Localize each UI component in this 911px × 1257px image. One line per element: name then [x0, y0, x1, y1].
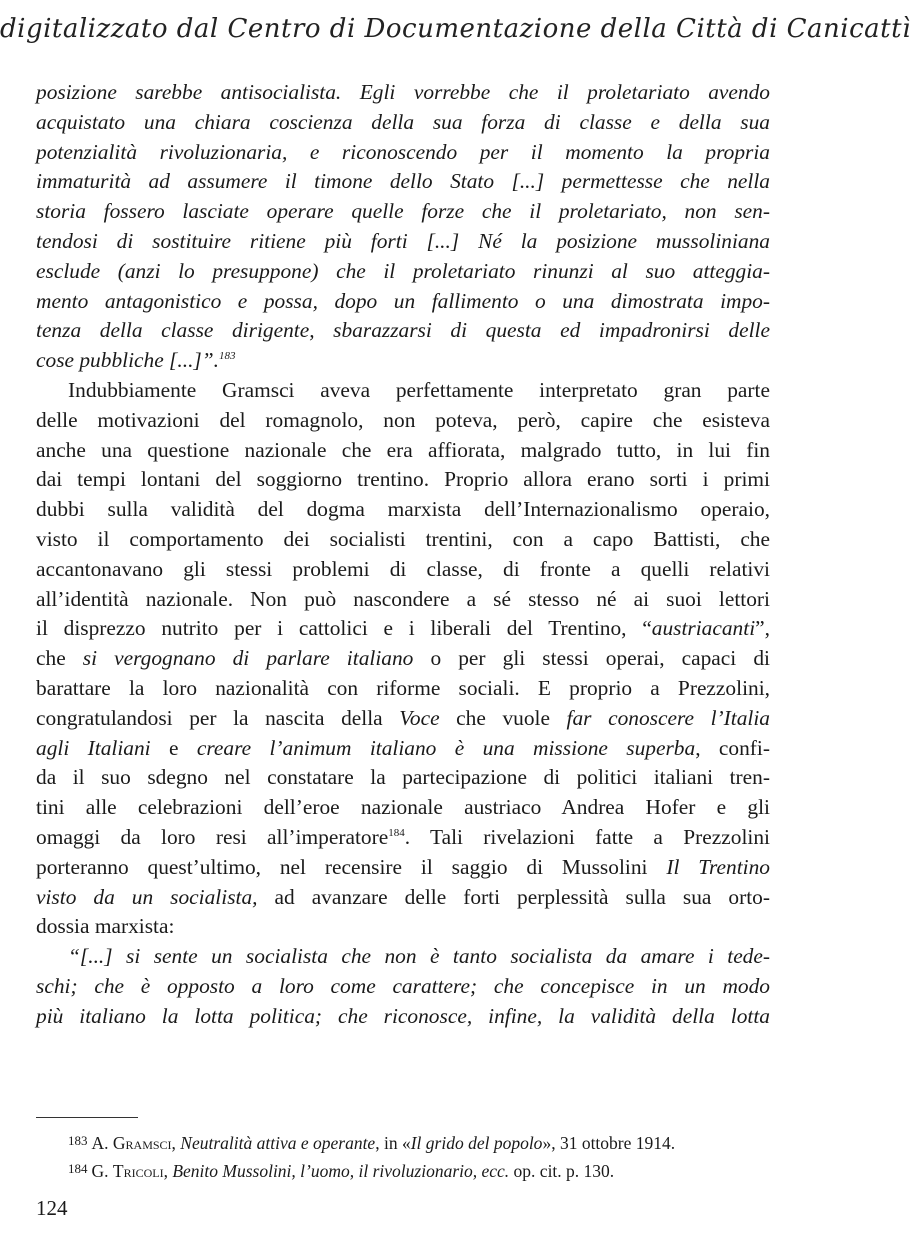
footnote-184: [68, 1156, 778, 1184]
text-line: tenza della classe dirigente, sbarazzarsi di questa ed impadronirsi delle: [36, 318, 770, 343]
page-number: 124: [36, 1196, 68, 1220]
footnote-183: [68, 1128, 778, 1156]
text-line: “[...] si sente un socialista che non è tanto socialista da amare i tede-: [68, 944, 770, 969]
text-line: acquistato una chiara coscienza della sua forza di classe e della sua: [36, 109, 770, 134]
italic-quote: agli Italiani: [36, 735, 151, 760]
text-span: . Tali rivelazioni fatte a Prezzolini: [404, 824, 770, 849]
text-span: o per gli stessi operai, capaci di: [413, 646, 770, 671]
text-line: Indubbiamente Gramsci aveva perfettamente interpretato gran parte: [68, 377, 770, 402]
footnotes: [68, 1128, 778, 1184]
text-line: all’identità nazionale. Non può nascondere a sé stesso né ai suoi lettori: [36, 586, 770, 611]
text-line: anche una questione nazionale che era affiorata, malgrado tutto, in lui fin: [36, 437, 770, 462]
footnote-number: 183: [68, 1133, 88, 1148]
quotation-end: cose pubbliche [...]”.: [36, 348, 219, 373]
footnote-separator: [36, 1117, 138, 1118]
page-body: [36, 78, 770, 1032]
text-line: immaturità ad assumere il timone dello Stato [...] permettesse che nella: [36, 169, 770, 194]
text-span: ”,: [755, 616, 770, 641]
italic-title: Voce: [399, 705, 440, 730]
text-span: op. cit. p. 130.: [509, 1161, 615, 1181]
footnote-title: Neutralità attiva e operante: [180, 1133, 376, 1153]
text-line: posizione sarebbe antisocialista. Egli vorrebbe che il proletariato avendo: [36, 80, 770, 104]
text-line: [36, 853, 770, 883]
text-span: , in «: [375, 1133, 411, 1153]
quotation-paragraph: [36, 942, 770, 1031]
text-span: omaggi da loro resi all’imperatore: [36, 824, 389, 849]
text-line: barattare la loro nazionalità con riforme sociali. E proprio a Prezzolini,: [36, 675, 770, 700]
text-span: ,: [163, 1161, 173, 1181]
text-line: dai tempi lontani del soggiorno trentino. Proprio allora erano sorti i primi: [36, 467, 770, 492]
digitization-watermark: digitalizzato dal Centro di Documentazione della Città di Canicattì: [0, 14, 911, 44]
footnote-ref-183[interactable]: 183: [219, 350, 236, 363]
text-span: porteranno quest’ultimo, nel recensire il saggio di Mussolini: [36, 854, 667, 879]
footnote-author-initial: G.: [91, 1161, 113, 1181]
text-span: ad avanzare delle forti perplessità sulla sua orto-: [257, 884, 770, 909]
text-span: , confi-: [695, 735, 770, 760]
text-line: [36, 704, 770, 734]
text-line: delle motivazioni del romagnolo, non poteva, però, capire che esisteva: [36, 407, 770, 432]
italic-quote: far conoscere l’Italia: [566, 705, 770, 730]
text-span: ,: [171, 1133, 181, 1153]
text-line: più italiano la lotta politica; che riconosce, infine, la validità della lotta: [36, 1003, 770, 1028]
footnote-author-surname: Gramsci: [112, 1133, 172, 1153]
text-line: [36, 823, 770, 853]
text-line: tini alle celebrazioni dell’eroe nazionale austriaco Andrea Hofer e gli: [36, 795, 770, 820]
text-line: mento antagonistico e possa, dopo un fallimento o una dimostrata impo-: [36, 288, 770, 313]
text-span: congratulandosi per la nascita della: [36, 705, 400, 730]
text-line: tendosi di sostituire ritiene più forti [...] Né la posizione mussoliniana: [36, 228, 770, 253]
text-line: [36, 734, 770, 764]
footnote-journal: Il grido del popolo: [410, 1133, 543, 1153]
quotation-paragraph: [36, 78, 770, 376]
footnote-ref-184[interactable]: 184: [388, 826, 405, 839]
text-line: schi; che è opposto a loro come carattere; che concepisce in un modo: [36, 973, 770, 998]
text-line: dubbi sulla validità del dogma marxista dell’Internazionalismo operaio,: [36, 497, 770, 522]
text-line: [36, 614, 770, 644]
text-span: e: [150, 735, 197, 760]
text-line: accantonavano gli stessi problemi di classe, di fronte a quelli relativi: [36, 556, 770, 581]
italic-quote: creare l’animum italiano è una missione superba: [196, 735, 696, 760]
text-line: visto il comportamento dei socialisti trentini, con a capo Battisti, che: [36, 526, 770, 551]
italic-term: austriacanti: [651, 616, 756, 641]
text-span: », 31 ottobre 1914.: [542, 1133, 676, 1153]
footnote-title: Benito Mussolini, l’uomo, il rivoluzionario, ecc.: [172, 1161, 510, 1181]
footnote-author-initial: A.: [91, 1133, 113, 1153]
text-line: esclude (anzi lo presuppone) che il proletariato rinunzi al suo atteggia-: [36, 258, 770, 283]
text-line: da il suo sdegno nel constatare la partecipazione di politici italiani tren-: [36, 765, 770, 790]
italic-title: Il Trentino: [666, 854, 770, 879]
text-line: dossia marxista:: [36, 914, 175, 939]
text-line: storia fossero lasciate operare quelle forze che il proletariato, non sen-: [36, 199, 770, 224]
italic-title: visto da un socialista,: [36, 884, 258, 909]
text-line: [36, 346, 770, 376]
body-paragraph: [36, 376, 770, 942]
footnote-number: 184: [68, 1161, 88, 1176]
text-line: [36, 883, 770, 913]
text-span: il disprezzo nutrito per i cattolici e i liberali del Trentino, “: [36, 616, 652, 641]
italic-quote: si vergognano di parlare italiano: [82, 646, 414, 671]
footnote-author-surname: Tricoli: [112, 1161, 164, 1181]
text-span: che vuole: [439, 705, 567, 730]
text-span: che: [36, 646, 83, 671]
text-line: [36, 644, 770, 674]
text-line: potenzialità rivoluzionaria, e riconoscendo per il momento la propria: [36, 139, 770, 164]
